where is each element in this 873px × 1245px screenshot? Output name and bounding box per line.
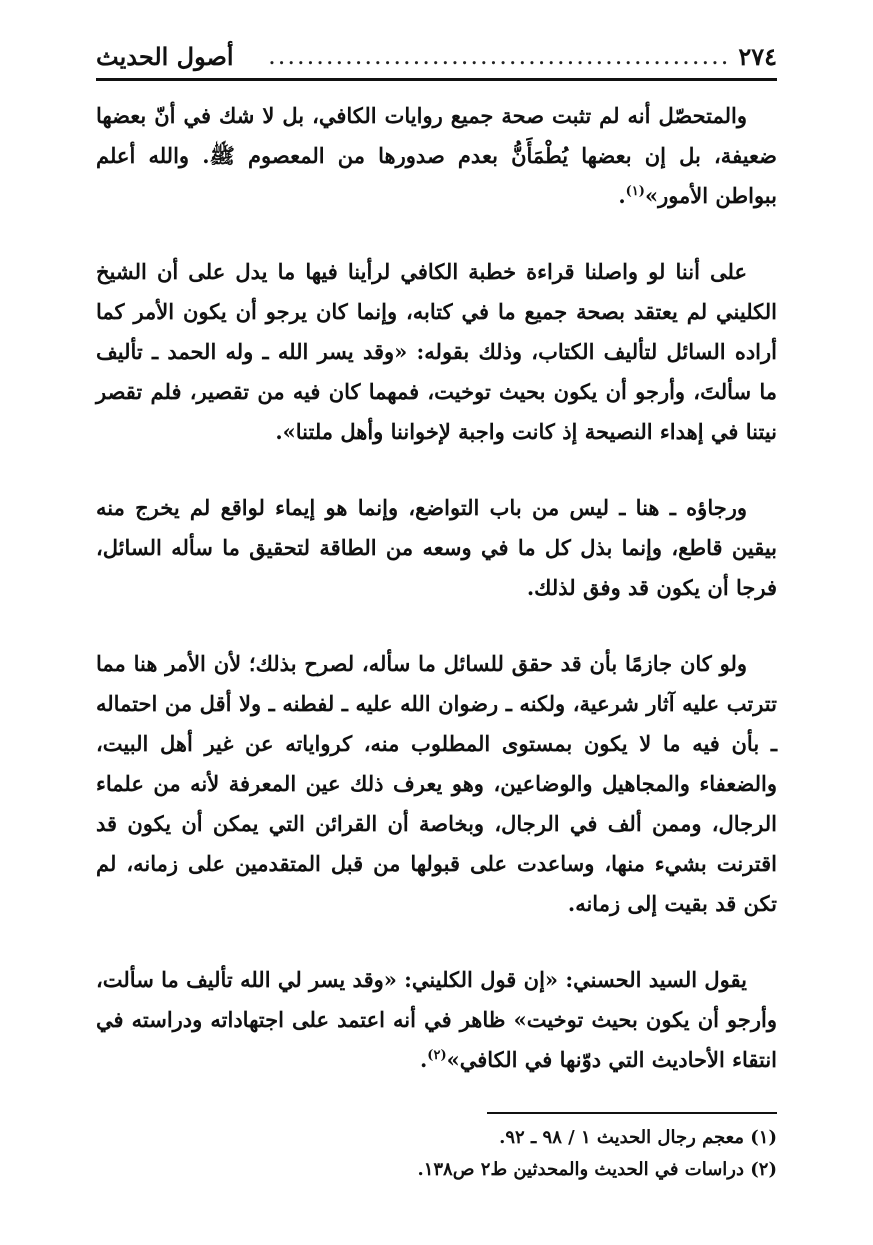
header-rule <box>96 78 777 81</box>
paragraph-3: ورجاؤه ـ هنا ـ ليس من باب التواضع، وإنما هو إيماء لواقع لم يخرج منه بيقين قاطع، وإنما بذل كل ما في وسعه من الطاقة لتحقيق ما سأله السائل، فرجا أن يكون قد وفق لذلك. <box>96 495 777 600</box>
running-header <box>96 36 777 76</box>
paragraph-5: يقول السيد الحسني: «إن قول الكليني: «وقد يسر لي الله تأليف ما سألت، وأرجو أن يكون بحيث توخيت» ظاهر في أنه اعتمد على اجتهاداته ودراسته في انتقاء الأحاديث التي دوّنها في الكافي»$^{(٢)}$. <box>96 967 777 1072</box>
paragraph-1: والمتحصّل أنه لم تثبت صحة جميع روايات الكافي، بل لا شك في أنّ بعضها ضعيفة، بل إن بعضها يُطْمَأَنُّ بعدم صدورها من المعصوم ﷺ. والله أعلم ببواطن الأمور»$^{(١)}$. <box>96 103 777 208</box>
footnote-1: (١) معجم رجال الحديث ١ / ٩٨ ـ ٩٢. <box>499 1127 777 1148</box>
footnote-ref-2[interactable]: (٢) <box>427 1048 447 1063</box>
leader-dots: ................................................ <box>268 42 731 70</box>
main-text <box>96 96 777 1116</box>
footnote-rule <box>487 1112 777 1114</box>
footnotes <box>96 1122 777 1186</box>
footnote-ref-1[interactable]: (١) <box>625 184 645 199</box>
paragraph-2: على أننا لو واصلنا قراءة خطبة الكافي لرأينا فيها ما يدل على أن الشيخ الكليني لم يعتقد بصحة جميع ما في كتابه، وإنما كان يرجو أن يكون الأمر كما أراده السائل لتأليف الكتاب، وذلك بقوله: «وقد يسر الله ـ وله الحمد ـ تأليف ما سألتَ، وأرجو أن يكون بحيث توخيت، فمهما كان فيه من تقصير، فلم تقصر نيتنا في إهداء النصيحة إذ كانت واجبة لإخواننا وأهل ملتنا». <box>96 259 777 444</box>
running-title: أصول الحديث <box>96 41 234 71</box>
paragraph-4: ولو كان جازمًا بأن قد حقق للسائل ما سأله، لصرح بذلك؛ لأن الأمر هنا مما تترتب عليه آثار شرعية، ولكنه ـ رضوان الله عليه ـ لفطنه ـ ولا أقل من احتماله ـ بأن فيه ما لا يكون بمستوى المطلوب منه، كرواياته عن غير أهل البيت، والضعفاء والمجاهيل والوضاعين، وهو يعرف ذلك عين المعرفة لأنه من علماء الرجال، وممن ألف في الرجال، وبخاصة أن القرائن التي يمكن أن يكون قد اقترنت بشيء منها، وساعدت على قبولها من قبل المتقدمين على زمانه، لم تكن قد بقيت إلى زمانه. <box>96 651 777 916</box>
footnote-2: (٢) دراسات في الحديث والمحدثين ط٢ ص١٣٨. <box>417 1159 777 1180</box>
page-number: ٢٧٤ <box>738 41 777 71</box>
